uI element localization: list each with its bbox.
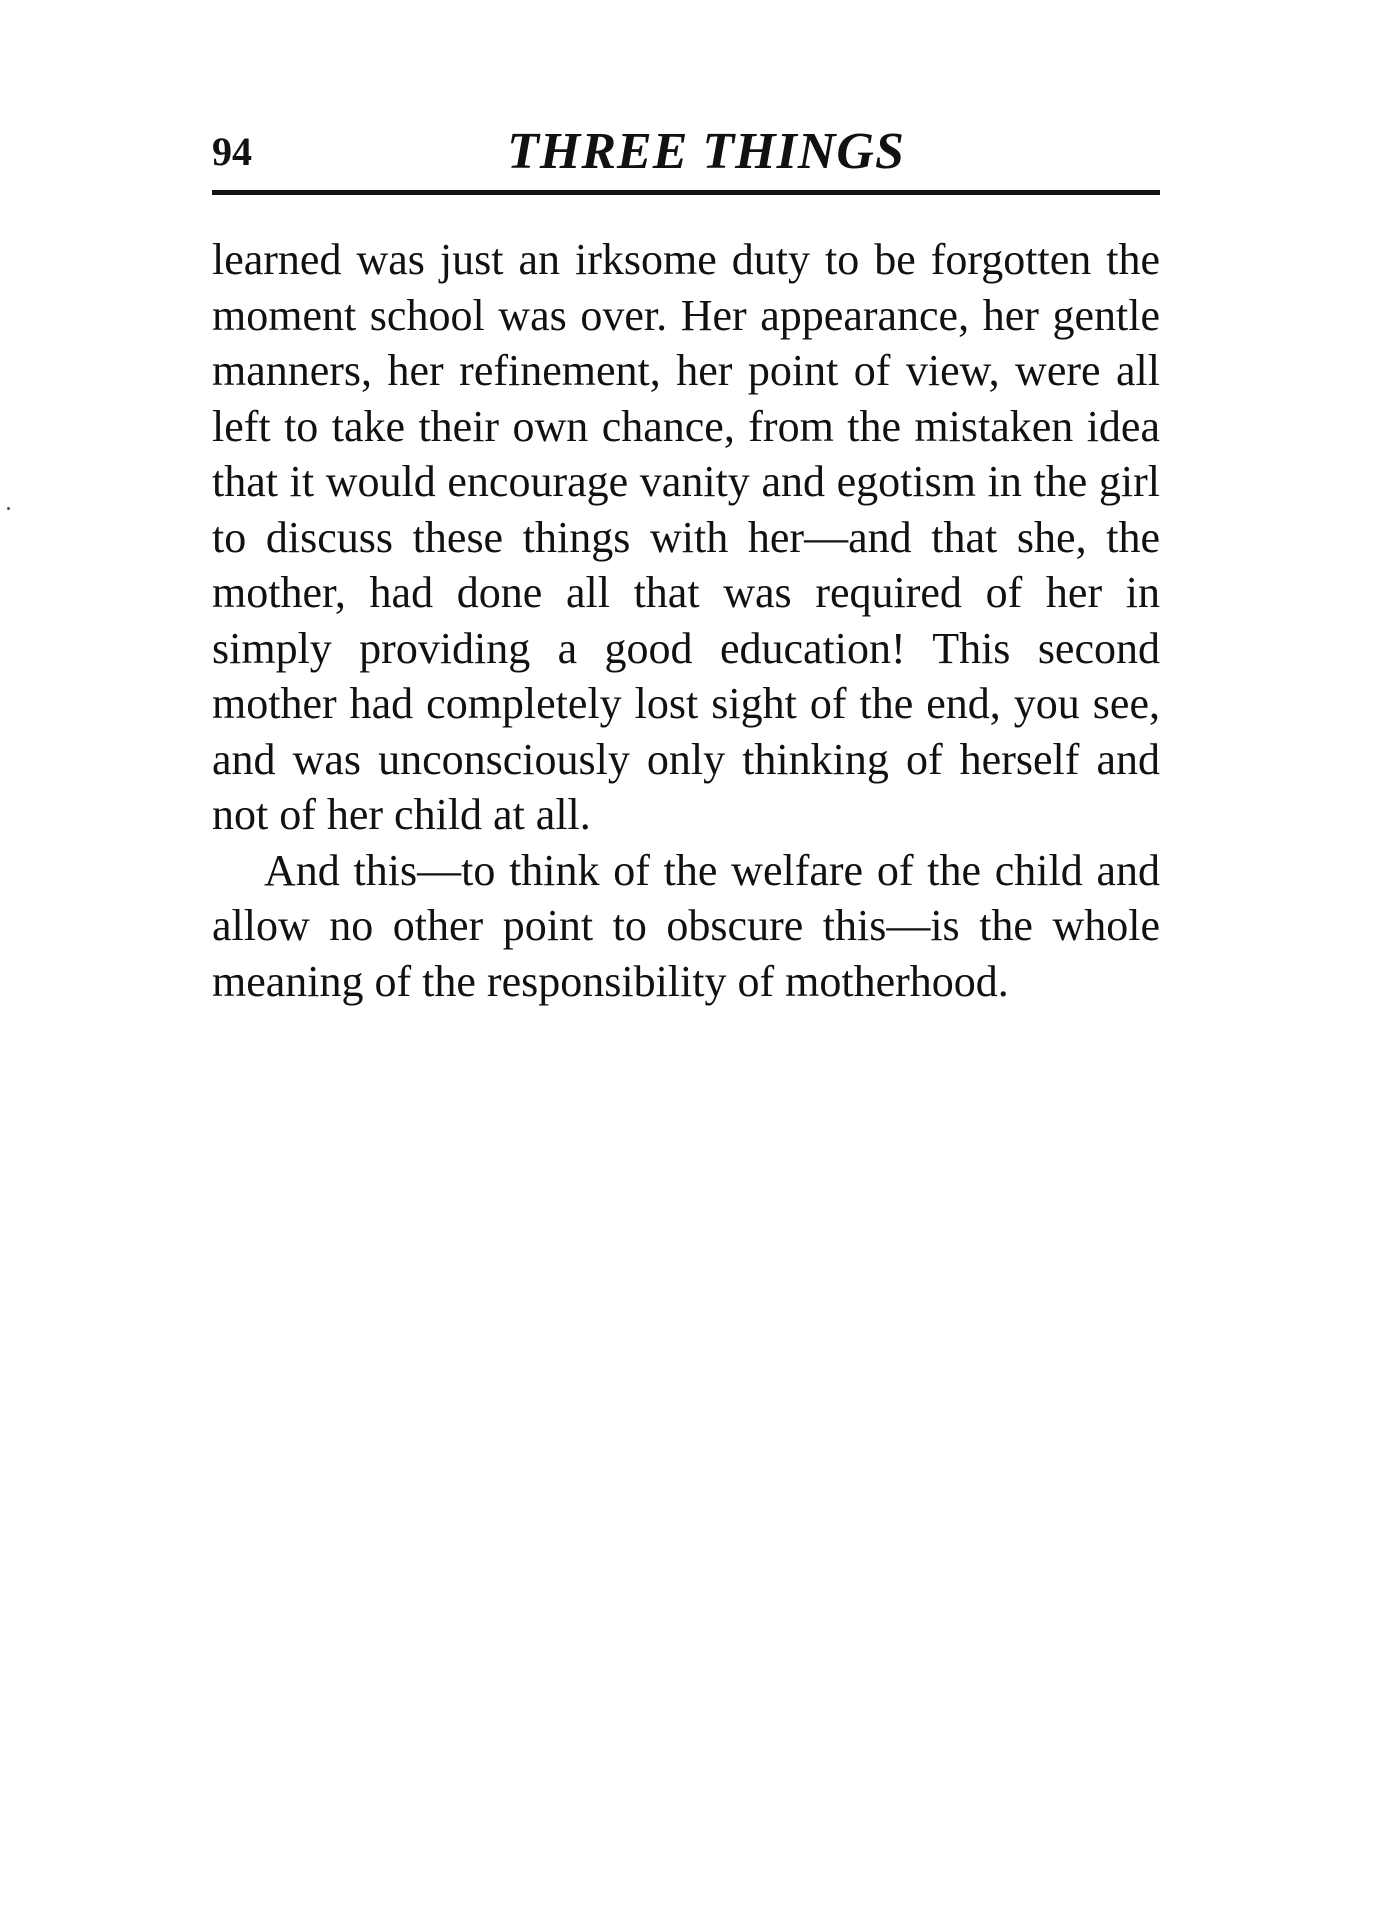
paragraph-continued: learned was just an irksome duty to be forgotten the moment school was over. Her appearance, her gentle manners, her refinement, her point of view, were all left to take their own chance, from the mistaken idea that it would encourage vanity and egotism in the girl to discuss these things with her—and that she, the mother, had done all that was required of her in simply providing a good education! This second mother had completely lost sight of the end, you see, and was unconsciously only thinking of herself and not of her child at all. [212,235,1160,839]
running-head [212,120,1160,184]
header-rule [212,190,1160,195]
body-text [212,232,1160,1009]
paragraph: And this—to think of the welfare of the child and allow no other point to obscure this—is the whole meaning of the responsibility of motherhood. [212,845,1160,1006]
margin-speck [7,507,10,510]
running-title: THREE THINGS [507,123,905,180]
page-number: 94 [212,129,252,174]
